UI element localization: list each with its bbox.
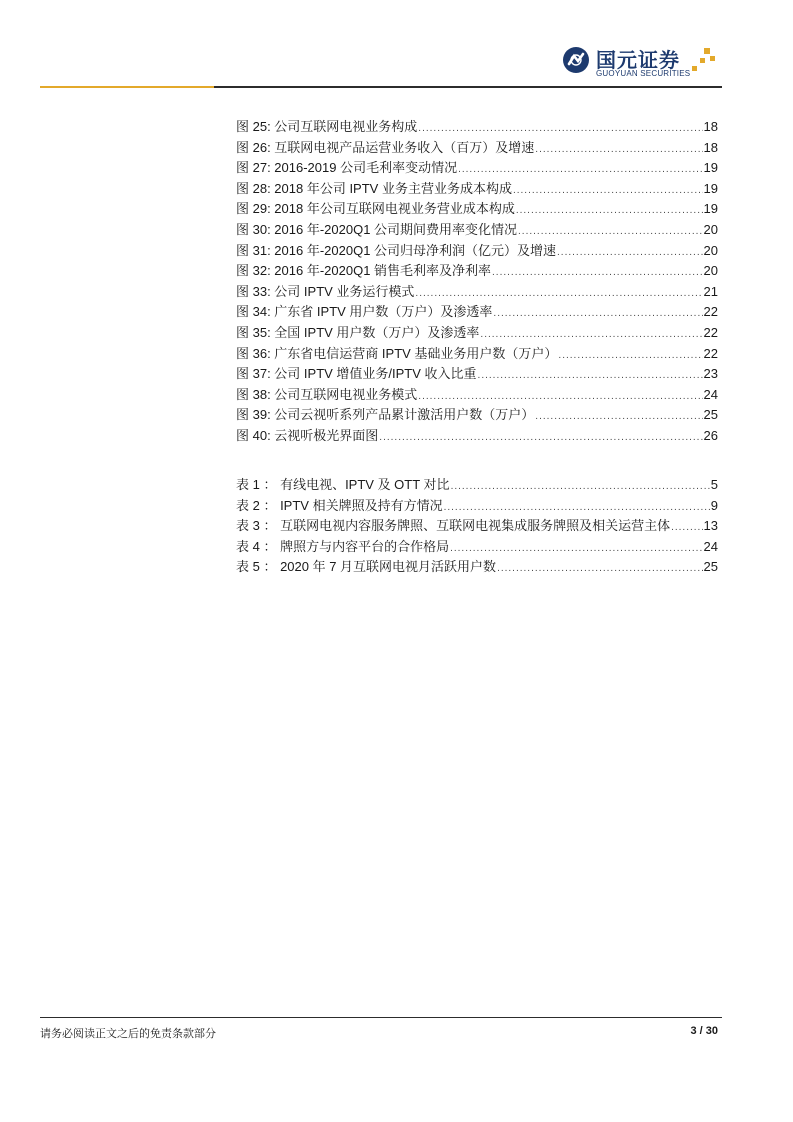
figure-entry[interactable] bbox=[236, 137, 718, 158]
table-entry-label: 表 1 ： 有线电视、IPTV 及 OTT 对比 bbox=[236, 477, 450, 492]
dot-leader bbox=[535, 411, 702, 422]
dot-leader bbox=[478, 370, 703, 381]
table-entry-page: 25 bbox=[703, 559, 718, 575]
footer-disclaimer: 请务必阅读正文之后的免责条款部分 bbox=[40, 1028, 216, 1040]
figure-entry[interactable] bbox=[236, 260, 718, 281]
figure-entry-label: 图 32: 2016 年-2020Q1 销售毛利率及净利率 bbox=[236, 263, 492, 279]
figure-entry-page: 20 bbox=[703, 242, 718, 258]
dot-leader bbox=[513, 185, 703, 196]
figure-entry-page: 18 bbox=[703, 119, 718, 134]
table-entry-page: 13 bbox=[703, 518, 718, 534]
header-rule bbox=[214, 86, 722, 88]
table-entry-page: 24 bbox=[703, 538, 718, 554]
figure-entry-label: 图 34: 广东省 IPTV 用户数（万户）及渗透率 bbox=[236, 304, 493, 320]
brand-name-cn: 国元证券 bbox=[596, 50, 680, 72]
figure-entry[interactable] bbox=[236, 240, 718, 261]
dot-leader bbox=[418, 123, 702, 134]
table-entry-label: 表 3 ： 互联网电视内容服务牌照、互联网电视集成服务牌照及相关运营主体 bbox=[236, 518, 671, 534]
figure-entry-label: 图 39: 公司云视听系列产品累计激活用户数（万户） bbox=[236, 407, 535, 423]
brand-name-en: GUOYUAN SECURITIES bbox=[596, 69, 691, 78]
figure-entry-page: 19 bbox=[703, 180, 718, 196]
dot-leader bbox=[480, 329, 702, 340]
figure-entry-page: 22 bbox=[703, 304, 718, 320]
figure-entry-page: 22 bbox=[703, 324, 718, 340]
dot-leader bbox=[671, 522, 702, 533]
figure-entry[interactable] bbox=[236, 322, 718, 343]
guoyuan-logo-icon bbox=[562, 46, 590, 74]
dot-leader bbox=[458, 164, 702, 175]
table-entry-page: 9 bbox=[710, 497, 718, 513]
figure-entry-page: 21 bbox=[703, 283, 718, 299]
dot-leader bbox=[557, 247, 703, 258]
table-entry[interactable] bbox=[236, 556, 718, 577]
figure-entry[interactable] bbox=[236, 343, 718, 364]
table-entry[interactable] bbox=[236, 536, 718, 557]
dot-leader bbox=[518, 226, 703, 237]
figure-entry-label: 图 38: 公司互联网电视业务模式 bbox=[236, 386, 418, 402]
figure-entry[interactable] bbox=[236, 219, 718, 240]
dot-leader bbox=[535, 144, 702, 155]
dot-leader bbox=[450, 543, 702, 554]
figure-entry-label: 图 29: 2018 年公司互联网电视业务营业成本构成 bbox=[236, 201, 515, 217]
figure-entry-label: 图 26: 互联网电视产品运营业务收入（百万）及增速 bbox=[236, 139, 535, 155]
figure-entry[interactable] bbox=[236, 384, 718, 405]
table-entry-page: 5 bbox=[710, 477, 718, 492]
figure-entry[interactable] bbox=[236, 198, 718, 219]
figure-entry-page: 22 bbox=[703, 345, 718, 361]
dot-leader bbox=[492, 267, 703, 278]
figure-entry-label: 图 25: 公司互联网电视业务构成 bbox=[236, 119, 418, 134]
figure-entry[interactable] bbox=[236, 301, 718, 322]
figure-entry-label: 图 31: 2016 年-2020Q1 公司归母净利润（亿元）及增速 bbox=[236, 242, 557, 258]
header-rule-accent bbox=[40, 86, 214, 88]
dot-leader bbox=[379, 432, 702, 443]
brand-dots-icon bbox=[690, 48, 716, 74]
table-entry[interactable] bbox=[236, 474, 718, 495]
figure-entry-page: 23 bbox=[703, 366, 718, 382]
figure-entry-page: 19 bbox=[703, 201, 718, 217]
figure-entry-label: 图 28: 2018 年公司 IPTV 业务主营业务成本构成 bbox=[236, 180, 512, 196]
figure-entry-page: 20 bbox=[703, 221, 718, 237]
figure-entry-label: 图 35: 全国 IPTV 用户数（万户）及渗透率 bbox=[236, 324, 480, 340]
figure-entry-page: 19 bbox=[703, 160, 718, 176]
dot-leader bbox=[493, 308, 702, 319]
table-entry-label: 表 5 ： 2020 年 7 月互联网电视月活跃用户数 bbox=[236, 559, 497, 575]
table-index bbox=[236, 474, 718, 577]
figure-index bbox=[236, 116, 718, 446]
figure-entry-page: 26 bbox=[703, 427, 718, 443]
page-number: 3 / 30 bbox=[690, 1025, 718, 1037]
figure-entry[interactable] bbox=[236, 116, 718, 137]
figure-entry[interactable] bbox=[236, 425, 718, 446]
figure-entry-label: 图 30: 2016 年-2020Q1 公司期间费用率变化情况 bbox=[236, 221, 518, 237]
dot-leader bbox=[497, 563, 702, 574]
figure-entry-page: 24 bbox=[703, 386, 718, 402]
dot-leader bbox=[418, 391, 702, 402]
figure-entry-label: 图 37: 公司 IPTV 增值业务/IPTV 收入比重 bbox=[236, 366, 477, 382]
figure-entry-label: 图 33: 公司 IPTV 业务运行模式 bbox=[236, 283, 415, 299]
figure-entry-page: 25 bbox=[703, 407, 718, 423]
footer-rule bbox=[40, 1017, 722, 1018]
figure-entry[interactable] bbox=[236, 178, 718, 199]
figure-entry-label: 图 40: 云视听极光界面图 bbox=[236, 427, 379, 443]
dot-leader bbox=[516, 205, 703, 216]
figure-entry[interactable] bbox=[236, 363, 718, 384]
table-entry-label: 表 4 ： 牌照方与内容平台的合作格局 bbox=[236, 538, 450, 554]
dot-leader bbox=[415, 288, 702, 299]
table-entry-label: 表 2 ： IPTV 相关牌照及持有方情况 bbox=[236, 497, 443, 513]
figure-entry[interactable] bbox=[236, 404, 718, 425]
dot-leader bbox=[558, 350, 702, 361]
dot-leader bbox=[444, 502, 710, 513]
dot-leader bbox=[451, 481, 710, 492]
figure-entry-page: 20 bbox=[703, 263, 718, 279]
table-entry[interactable] bbox=[236, 515, 718, 536]
figure-entry[interactable] bbox=[236, 157, 718, 178]
table-entry[interactable] bbox=[236, 495, 718, 516]
figure-entry-page: 18 bbox=[703, 139, 718, 155]
figure-entry-label: 图 27: 2016-2019 公司毛利率变动情况 bbox=[236, 160, 458, 176]
figure-entry[interactable] bbox=[236, 281, 718, 302]
figure-entry-label: 图 36: 广东省电信运营商 IPTV 基础业务用户数（万户） bbox=[236, 345, 558, 361]
